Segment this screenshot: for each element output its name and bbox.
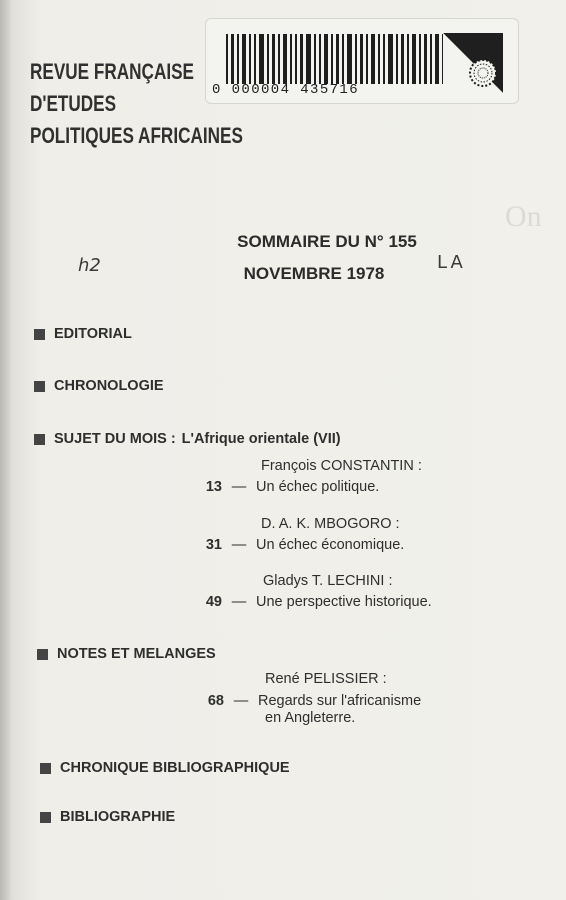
barcode-label (205, 18, 519, 104)
section-sujet-du-mois (34, 431, 341, 447)
masthead-line-2: D'ETUDES (30, 91, 117, 116)
publisher-logo-icon (443, 33, 503, 93)
issue-title: SOMMAIRE DU N° 155 (237, 232, 417, 251)
issue-date: NOVEMBRE 1978 (243, 264, 385, 283)
binding-edge (0, 0, 10, 900)
article-title: Un échec politique. (256, 479, 380, 495)
article-dash: — (231, 594, 247, 610)
article-title: Regards sur l'africanisme (258, 693, 422, 709)
section-topic: L'Afrique orientale (VII) (181, 431, 341, 447)
article-title: Une perspective historique. (256, 594, 432, 610)
section-chronique-bibliographique (40, 760, 290, 776)
show-through: On (505, 200, 542, 233)
bullet-square-icon (34, 329, 45, 340)
bullet-square-icon (37, 649, 48, 660)
article-page: 13 (205, 479, 222, 495)
article-entry (198, 479, 379, 495)
article-dash: — (233, 693, 249, 709)
bullet-square-icon (34, 381, 45, 392)
section-notes-et-melanges (37, 646, 216, 662)
section-label: CHRONIQUE BIBLIOGRAPHIQUE (60, 760, 290, 776)
bullet-square-icon (34, 434, 45, 445)
article-page: 31 (205, 537, 222, 553)
section-bibliographie (40, 809, 175, 825)
section-label: BIBLIOGRAPHIE (60, 809, 176, 825)
section-label: SUJET DU MOIS : (54, 431, 176, 447)
article-author: François CONSTANTIN : (261, 458, 422, 474)
section-editorial (34, 326, 132, 342)
handwritten-note-left: h2 (78, 255, 101, 276)
handwritten-note-right: LA (437, 252, 466, 273)
section-label: CHRONOLOGIE (54, 378, 164, 394)
article-dash: — (231, 479, 247, 495)
barcode-bars (226, 34, 444, 84)
bullet-square-icon (40, 763, 51, 774)
barcode-number: 0 000004 435716 (212, 82, 360, 98)
article-page: 49 (205, 594, 222, 610)
section-label: EDITORIAL (54, 326, 132, 342)
article-author: D. A. K. MBOGORO : (261, 516, 400, 532)
article-entry (198, 537, 404, 553)
article-page: 68 (207, 693, 224, 709)
section-chronologie (34, 378, 164, 394)
masthead-line-1: REVUE FRANÇAISE (30, 59, 194, 84)
article-entry (198, 594, 432, 610)
article-author: René PELISSIER : (265, 671, 387, 687)
article-dash: — (231, 537, 247, 553)
article-title: Un échec économique. (256, 537, 405, 553)
masthead-line-3: POLITIQUES AFRICAINES (30, 123, 243, 148)
article-title-continued: en Angleterre. (265, 710, 356, 726)
bullet-square-icon (40, 812, 51, 823)
section-label: NOTES ET MELANGES (57, 646, 216, 662)
article-entry (200, 693, 421, 709)
article-author: Gladys T. LECHINI : (263, 573, 393, 589)
